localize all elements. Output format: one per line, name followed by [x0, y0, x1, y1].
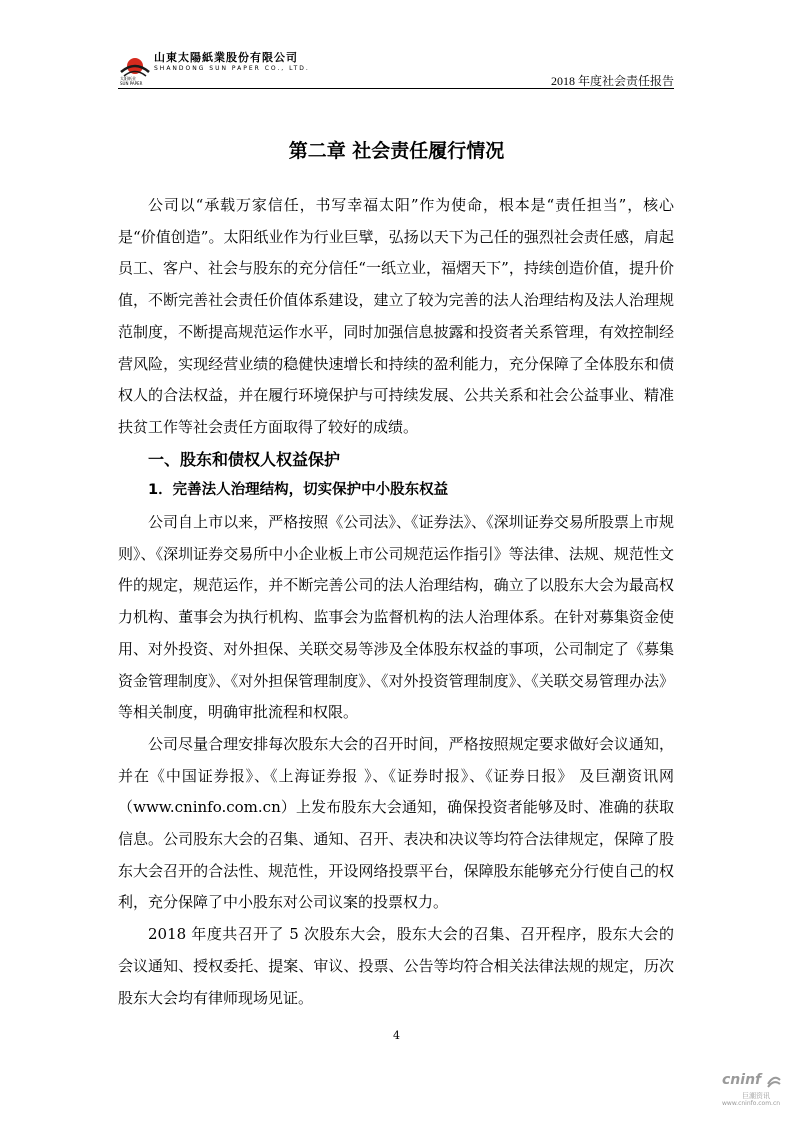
body-paragraph: 公司自上市以来，严格按照《公司法》、《证券法》、《深圳证券交易所股票上市规则》、《深圳证券交易所中小企业板上市公司规范运作指引》等法律、法规、规范性文件的规定，规范运作，并不断完善公司的法人治理结构，确立了以股东大会为最高权力机构、董事会为执行机构、监事会为监督机构的法人治理体系。在针对募集资金使用、对外投资、对外担保、关联交易等涉及全体股东权益的事项，公司制定了《募集资金管理制度》、《对外担保管理制度》、《对外投资管理制度》、《关联交易管理办法》等相关制度，明确审批流程和权限。: [118, 513, 674, 722]
body-paragraph: 2018 年度共召开了 5 次股东大会，股东大会的召集、召开程序，股东大会的会议通知、授权委托、提案、审议、投票、公告等均符合相关法律法规的规定，历次股东大会均有律师现场见证。: [118, 925, 674, 1007]
header-divider: [118, 88, 674, 89]
logo-caption-en: SUN PAPER: [120, 81, 143, 86]
page-number: 4: [393, 1029, 400, 1042]
watermark-logo-icon: [766, 1074, 782, 1088]
company-name-en: SHANDONG SUN PAPER CO., LTD.: [154, 65, 310, 72]
body-content: [118, 190, 674, 1014]
watermark-name: cninf: [722, 1072, 762, 1088]
page-header: [118, 48, 674, 88]
watermark-url: www.cninfo.com.cn: [722, 1100, 781, 1107]
subsection-heading: 1．完善法人治理结构，切实保护中小股东权益: [148, 482, 449, 499]
watermark-cn: 巨潮资讯: [742, 1092, 770, 1100]
company-name-cn: 山東太陽紙業股份有限公司: [154, 51, 298, 64]
section-heading: 一、股东和债权人权益保护: [148, 449, 341, 469]
report-title: 2018 年度社会责任报告: [550, 74, 674, 88]
logo-caption: [120, 76, 142, 86]
logo-caption-cn: 太阳纸业: [120, 76, 136, 81]
cninfo-watermark: [722, 1072, 784, 1112]
body-paragraph: 公司尽量合理安排每次股东大会的召开时间，严格按照规定要求做好会议通知，并在《中国证券报》、《上海证券报 》、《证券时报》、《证券日报》 及巨潮资讯网（www.cninfo.com.cn）上发布股东大会通知，确保投资者能够及时、准确的获取信息。公司股东大会的召集、通知、召开、表决和决议等均符合法律规定，保障了股东大会召开的合法性、规范性，开设网络投票平台，保障股东能够充分行使自己的权利，充分保障了中小股东对公司议案的投票权力。: [118, 734, 674, 912]
chapter-title: 第二章 社会责任履行情况: [288, 140, 505, 162]
intro-paragraph: 公司以“承载万家信任，书写幸福太阳”作为使命，根本是“责任担当”，核心是“价值创造”。太阳纸业作为行业巨擘，弘扬以天下为己任的强烈社会责任感，肩起员工、客户、社会与股东的充分信任“一纸立业，福熠天下”，持续创造价值，提升价值，不断完善社会责任价值体系建设，建立了较为完善的法人治理结构及法人治理规范制度，不断提高规范运作水平，同时加强信息披露和投资者关系管理，有效控制经营风险，实现经营业绩的稳健快速增长和持续的盈利能力，充分保障了全体股东和债权人的合法权益，并在履行环境保护与可持续发展、公共关系和社会公益事业、精准扶贫工作等社会责任方面取得了较好的成绩。: [118, 196, 674, 436]
